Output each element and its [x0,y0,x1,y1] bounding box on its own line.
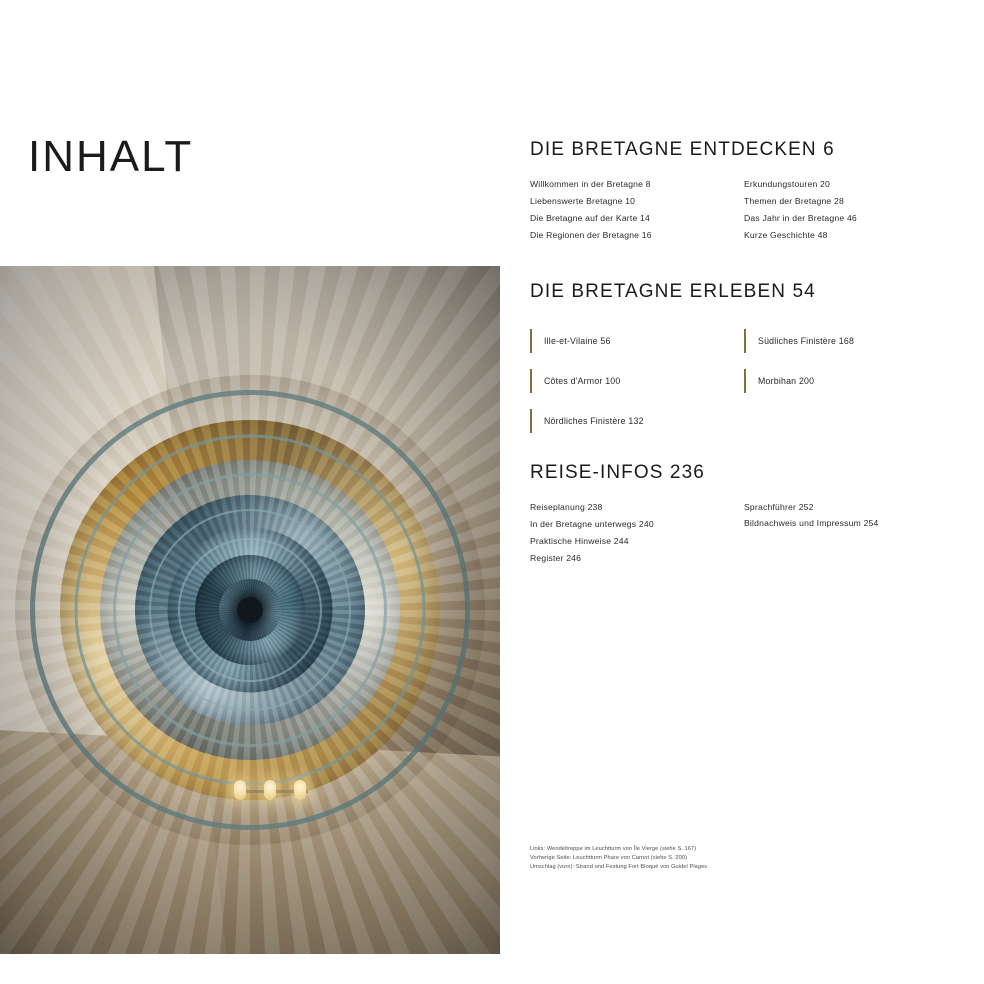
section-heading-page: 236 [669,462,705,483]
region-entry[interactable] [530,361,726,401]
toc-entry-label: Themen der Bretagne [744,196,832,206]
toc-entry[interactable] [530,533,726,550]
toc-entry-label: Das Jahr in der Bretagne [744,213,845,223]
region-entry-page: 200 [798,376,815,386]
credit-line: Umschlag (vorn): Strand und Festung Fort Bloqué von Guidel Plages [530,864,708,870]
section-heading-label: REISE-INFOS [530,462,664,483]
region-entry-label: Côtes d'Armor [544,376,603,386]
toc-entry[interactable] [530,210,726,227]
toc-entry[interactable] [744,227,940,244]
toc-entry-label: Sprachführer [744,502,797,512]
toc-entry-page: 238 [587,502,603,512]
toc-entry-page: 252 [798,502,814,512]
toc-entry[interactable] [530,193,726,210]
section-entry-columns [530,176,950,244]
toc-entry-page: 244 [613,536,629,546]
region-entry[interactable] [744,321,940,361]
toc-entry-page: 8 [645,179,651,189]
toc-entry-label: In der Bretagne unterwegs [530,519,637,529]
entry-column-right [744,499,940,567]
region-entry[interactable] [530,401,726,441]
toc-entry[interactable] [744,176,940,193]
toc-entry-label: Reiseplanung [530,502,585,512]
toc-entry-page: 20 [820,179,830,189]
toc-entry-label: Liebenswerte Bretagne [530,196,623,206]
section-heading-label: DIE BRETAGNE ENTDECKEN [530,139,817,160]
credit-line: Links: Wendeltreppe im Leuchtturm von Île Vierge (siehe S. 167) [530,846,697,852]
section-heading [530,139,950,161]
section-die-bretagne-erleben [530,281,950,441]
page-title: INHALT [28,132,194,181]
toc-entry-page: 254 [863,518,879,528]
region-entry-page: 56 [600,336,611,346]
toc-entry-label: Die Bretagne auf der Karte [530,213,638,223]
section-reise-infos [530,462,950,567]
region-column-left [530,321,726,441]
region-entry-label: Ille-et-Vilaine [544,336,598,346]
toc-entry-page: 16 [641,230,652,240]
region-entry[interactable] [744,361,940,401]
toc-entry-page: 28 [834,196,844,206]
section-die-bretagne-entdecken [530,139,950,244]
toc-entry-label: Praktische Hinweise [530,536,612,546]
section-heading-label: DIE BRETAGNE ERLEBEN [530,281,787,302]
toc-entry[interactable] [530,516,726,533]
region-entry-label: Morbihan [758,376,797,386]
photo-vignette [0,266,500,954]
toc-entry[interactable] [530,227,726,244]
section-heading-page: 6 [823,139,835,160]
credit-line: Vorherige Seite: Leuchtturm Phare von Carnot (siehe S. 200) [530,855,688,861]
photo-credits [530,845,830,872]
toc-entry[interactable] [530,499,726,516]
region-entry-label: Südliches Finistère [758,336,837,346]
toc-entry-label: Willkommen in der Bretagne [530,179,644,189]
toc-entry-page: 246 [566,553,582,563]
section-heading-page: 54 [792,281,816,302]
toc-entry-label: Erkundungstouren [744,179,818,189]
entry-column-left [530,499,726,567]
toc-entry-page: 10 [625,196,636,206]
spiral-staircase-lighthouse-photo [0,266,500,954]
toc-entry-label: Bildnachweis und Impressum [744,518,861,528]
toc-entry-page: 48 [817,230,828,240]
region-entry-page: 100 [605,376,621,386]
toc-entry-page: 46 [846,213,857,223]
region-entry-label: Nördliches Finistère [544,416,626,426]
section-entry-columns [530,499,950,567]
region-entry-page: 168 [838,336,855,346]
toc-entry[interactable] [530,550,726,567]
entry-column-right [744,176,940,244]
section-heading [530,281,950,303]
toc-entry[interactable] [744,193,940,210]
region-columns [530,321,950,441]
region-column-right [744,321,940,441]
toc-entry[interactable] [744,210,940,227]
toc-entry-page: 240 [638,519,654,529]
toc-entry[interactable] [530,176,726,193]
entry-column-left [530,176,726,244]
toc-entry-label: Die Regionen der Bretagne [530,230,640,240]
region-entry-page: 132 [628,416,644,426]
toc-entry-page: 14 [640,213,650,223]
section-heading [530,462,950,484]
region-entry[interactable] [530,321,726,361]
right-column [530,0,950,984]
toc-entry[interactable] [744,499,940,516]
toc-entry-label: Register [530,553,564,563]
toc-entry-label: Kurze Geschichte [744,230,816,240]
toc-entry[interactable] [744,516,894,530]
